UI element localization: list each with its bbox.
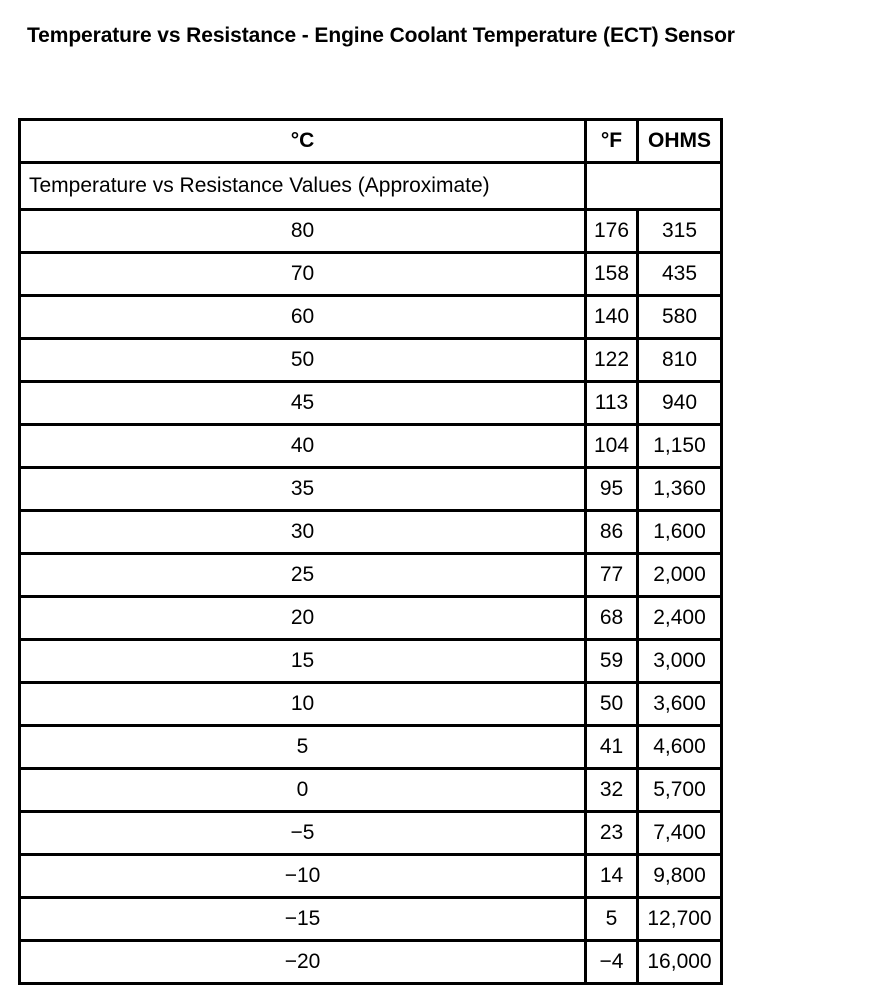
celsius-cell: 45 (20, 382, 586, 425)
celsius-cell: −15 (20, 898, 586, 941)
ohms-cell: 5,700 (638, 769, 722, 812)
table-row (20, 253, 722, 296)
column-header-celsius: °C (20, 120, 586, 163)
fahrenheit-cell: 41 (586, 726, 638, 769)
ohms-cell: 940 (638, 382, 722, 425)
celsius-cell: 15 (20, 640, 586, 683)
fahrenheit-cell: 122 (586, 339, 638, 382)
fahrenheit-cell: 140 (586, 296, 638, 339)
celsius-cell: 30 (20, 511, 586, 554)
subheader-label: Temperature vs Resistance Values (Approximate) (20, 163, 586, 210)
celsius-cell: 40 (20, 425, 586, 468)
ohms-cell: 9,800 (638, 855, 722, 898)
ohms-cell: 1,600 (638, 511, 722, 554)
ohms-cell: 7,400 (638, 812, 722, 855)
ohms-cell: 12,700 (638, 898, 722, 941)
subheader-row (20, 163, 722, 210)
fahrenheit-cell: 176 (586, 210, 638, 253)
table-row (20, 296, 722, 339)
table-row (20, 769, 722, 812)
celsius-cell: 20 (20, 597, 586, 640)
celsius-cell: 80 (20, 210, 586, 253)
column-header-fahrenheit: °F (586, 120, 638, 163)
ohms-cell: 435 (638, 253, 722, 296)
table-row (20, 210, 722, 253)
celsius-cell: 25 (20, 554, 586, 597)
table-row (20, 898, 722, 941)
ohms-cell: 4,600 (638, 726, 722, 769)
celsius-cell: −10 (20, 855, 586, 898)
table-row (20, 382, 722, 425)
fahrenheit-cell: 95 (586, 468, 638, 511)
table-row (20, 683, 722, 726)
fahrenheit-cell: 158 (586, 253, 638, 296)
ohms-cell: 2,000 (638, 554, 722, 597)
column-header-ohms: OHMS (638, 120, 722, 163)
subheader-empty-cell (586, 163, 722, 210)
table-row (20, 597, 722, 640)
celsius-cell: 0 (20, 769, 586, 812)
fahrenheit-cell: 104 (586, 425, 638, 468)
header-row (20, 120, 722, 163)
ect-resistance-table (18, 118, 723, 985)
table-row (20, 640, 722, 683)
table-row (20, 339, 722, 382)
ohms-cell: 1,360 (638, 468, 722, 511)
fahrenheit-cell: 113 (586, 382, 638, 425)
fahrenheit-cell: 32 (586, 769, 638, 812)
fahrenheit-cell: 14 (586, 855, 638, 898)
ohms-cell: 315 (638, 210, 722, 253)
fahrenheit-cell: 68 (586, 597, 638, 640)
ohms-cell: 580 (638, 296, 722, 339)
table-row (20, 511, 722, 554)
ohms-cell: 16,000 (638, 941, 722, 984)
table-row (20, 554, 722, 597)
fahrenheit-cell: 77 (586, 554, 638, 597)
table-row (20, 855, 722, 898)
ohms-cell: 2,400 (638, 597, 722, 640)
celsius-cell: 5 (20, 726, 586, 769)
ohms-cell: 810 (638, 339, 722, 382)
fahrenheit-cell: 5 (586, 898, 638, 941)
celsius-cell: 70 (20, 253, 586, 296)
celsius-cell: 50 (20, 339, 586, 382)
celsius-cell: 10 (20, 683, 586, 726)
table-row (20, 812, 722, 855)
table-row (20, 425, 722, 468)
fahrenheit-cell: 50 (586, 683, 638, 726)
table-row (20, 726, 722, 769)
ohms-cell: 3,600 (638, 683, 722, 726)
celsius-cell: 35 (20, 468, 586, 511)
celsius-cell: −20 (20, 941, 586, 984)
ohms-cell: 3,000 (638, 640, 722, 683)
table-row (20, 941, 722, 984)
fahrenheit-cell: 23 (586, 812, 638, 855)
ohms-cell: 1,150 (638, 425, 722, 468)
celsius-cell: −5 (20, 812, 586, 855)
table-row (20, 468, 722, 511)
fahrenheit-cell: 59 (586, 640, 638, 683)
fahrenheit-cell: 86 (586, 511, 638, 554)
fahrenheit-cell: −4 (586, 941, 638, 984)
celsius-cell: 60 (20, 296, 586, 339)
page-title: Temperature vs Resistance - Engine Coolant Temperature (ECT) Sensor (27, 24, 735, 47)
